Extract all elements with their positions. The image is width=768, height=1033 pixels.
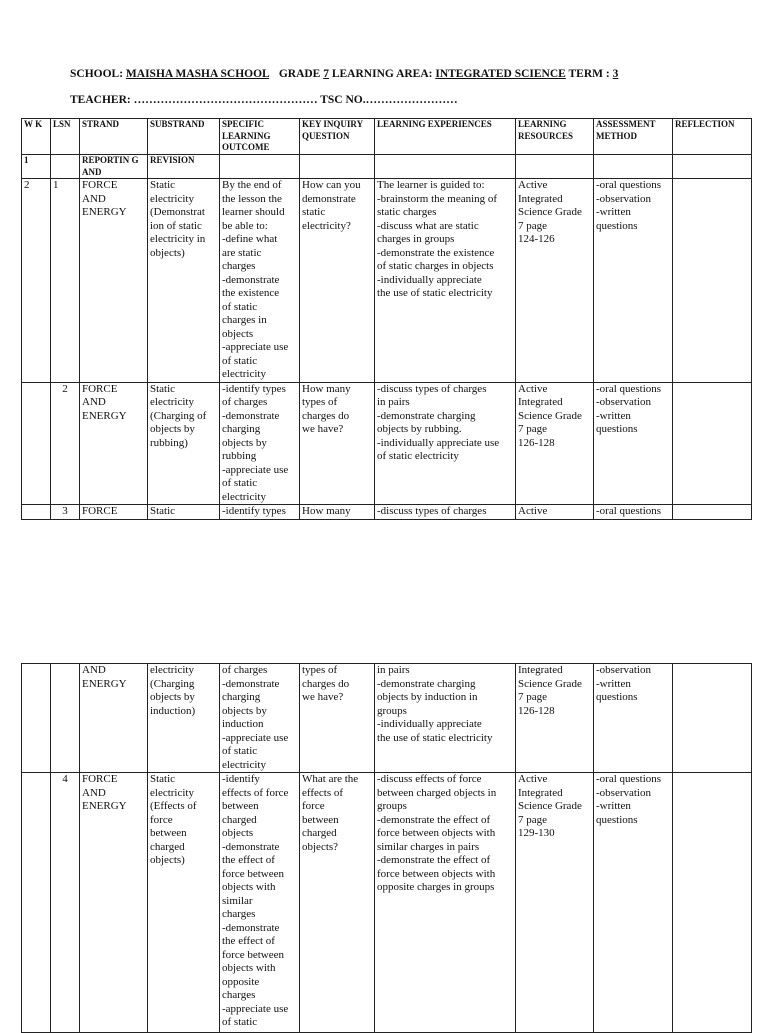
substrand-cell: Static electricity (Charging of objects by rubbing) [148,382,220,505]
column-header: KEY INQUIRY QUESTION [300,119,375,155]
substrand-cell: Static electricity (Effects of force between charged objects) [148,773,220,1033]
substrand-cell: REVISION [148,155,220,179]
question-cell [300,155,375,179]
question-cell: How can you demonstrate static electricity? [300,179,375,383]
table-row [22,179,752,383]
table-row [22,155,752,179]
learning-area-label: LEARNING AREA: [331,68,433,80]
lsn-cell: 4 [51,773,80,1033]
resources-cell: Integrated Science Grade 7 page 126-128 [516,664,594,773]
outcome-cell: By the end of the lesson the learner should be able to: -define what are static charges -demonstrate the existence of static charges in objects -appreciate use of static electricity [220,179,300,383]
table-header-row [22,119,752,155]
lsn-cell: 1 [51,179,80,383]
assessment-cell: -oral questions -observation -written questions [594,382,673,505]
table-row [22,505,752,520]
wk-cell: 1 [22,155,51,179]
assessment-cell [594,155,673,179]
scheme-of-work-table [21,118,752,520]
experiences-cell: -discuss types of charges in pairs -demonstrate charging objects by rubbing. -individually appreciate use of static electricity [375,382,516,505]
school-value: MAISHA MASHA SCHOOL [125,68,270,80]
column-header: SUBSTRAND [148,119,220,155]
grade-label: GRADE [278,68,321,80]
learning-area-value: INTEGRATED SCIENCE [435,68,566,80]
table-row [22,664,752,773]
table-row [22,382,752,505]
reflection-cell [673,505,752,520]
outcome-cell: -identify effects of force between charged objects -demonstrate the effect of force between objects with similar charges -demonstrate the effect of force between objects with opposite charges -appreciate use of static [220,773,300,1033]
strand-cell: FORCE AND ENERGY [80,382,148,505]
experiences-cell: -discuss types of charges [375,505,516,520]
column-header: STRAND [80,119,148,155]
resources-cell: Active Integrated Science Grade 7 page 129-130 [516,773,594,1033]
outcome-cell: -identify types of charges -demonstrate charging objects by rubbing -appreciate use of static electricity [220,382,300,505]
outcome-cell: of charges -demonstrate charging objects by induction -appreciate use of static electricity [220,664,300,773]
teacher-line: TEACHER: ………………………………………… TSC NO.…………………… [70,94,458,106]
column-header: LSN [51,119,80,155]
scheme-of-work-table-continued [21,663,752,1033]
column-header: W K [22,119,51,155]
outcome-cell [220,155,300,179]
substrand-cell: Static [148,505,220,520]
resources-cell: Active Integrated Science Grade 7 page 126-128 [516,382,594,505]
experiences-cell [375,155,516,179]
question-cell: What are the effects of force between charged objects? [300,773,375,1033]
wk-cell [22,773,51,1033]
grade-value: 7 [323,68,329,80]
column-header: LEARNING RESOURCES [516,119,594,155]
reflection-cell [673,155,752,179]
column-header: LEARNING EXPERIENCES [375,119,516,155]
question-cell: How many [300,505,375,520]
substrand-cell: Static electricity (Demonstrat ion of static electricity in objects) [148,179,220,383]
experiences-cell: -discuss effects of force between charged objects in groups -demonstrate the effect of force between objects with similar charges in pairs -demonstrate the effect of force between objects with opposite charges in groups [375,773,516,1033]
wk-cell [22,382,51,505]
resources-cell [516,155,594,179]
assessment-cell: -oral questions -observation -written questions [594,773,673,1033]
strand-cell: AND ENERGY [80,664,148,773]
experiences-cell: in pairs -demonstrate charging objects by induction in groups -individually appreciate the use of static electricity [375,664,516,773]
strand-cell: REPORTIN G AND [80,155,148,179]
table-row [22,773,752,1033]
outcome-cell: -identify types [220,505,300,520]
column-header: SPECIFIC LEARNING OUTCOME [220,119,300,155]
wk-cell [22,664,51,773]
assessment-cell: -oral questions [594,505,673,520]
school-header-line [70,68,618,80]
strand-cell: FORCE AND ENERGY [80,179,148,383]
resources-cell: Active [516,505,594,520]
column-header: REFLECTION [673,119,752,155]
school-label: SCHOOL: [70,68,124,80]
reflection-cell [673,773,752,1033]
assessment-cell: -observation -written questions [594,664,673,773]
term-label: TERM : [568,68,610,80]
column-header: ASSESSMENT METHOD [594,119,673,155]
lsn-cell: 3 [51,505,80,520]
resources-cell: Active Integrated Science Grade 7 page 124-126 [516,179,594,383]
reflection-cell [673,179,752,383]
reflection-cell [673,664,752,773]
assessment-cell: -oral questions -observation -written questions [594,179,673,383]
lsn-cell [51,155,80,179]
wk-cell [22,505,51,520]
substrand-cell: electricity (Charging objects by induction) [148,664,220,773]
lsn-cell: 2 [51,382,80,505]
strand-cell: FORCE [80,505,148,520]
term-value: 3 [612,68,619,80]
strand-cell: FORCE AND ENERGY [80,773,148,1033]
question-cell: types of charges do we have? [300,664,375,773]
lsn-cell [51,664,80,773]
reflection-cell [673,382,752,505]
wk-cell: 2 [22,179,51,383]
question-cell: How many types of charges do we have? [300,382,375,505]
experiences-cell: The learner is guided to: -brainstorm the meaning of static charges -discuss what are static charges in groups -demonstrate the existence of static charges in objects -individually appreciate the use of static electricity [375,179,516,383]
